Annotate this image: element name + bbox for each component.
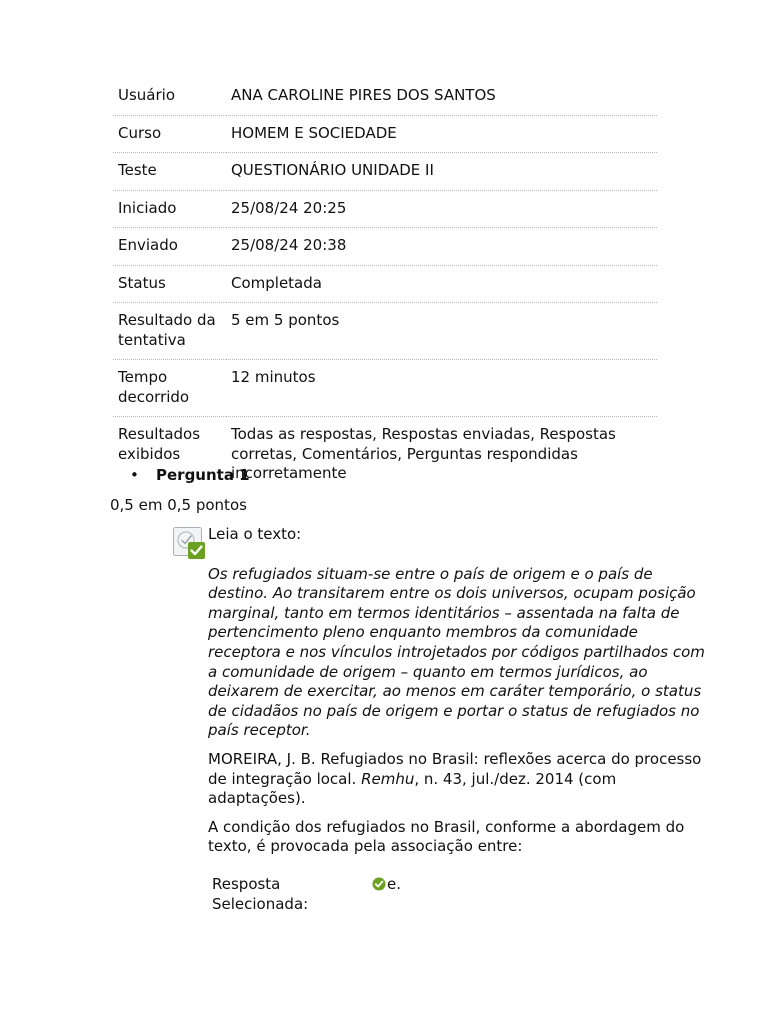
reference-details: , n. 43, jul./dez. 2014 (com adaptações). — [208, 769, 617, 808]
question-reference — [208, 750, 708, 809]
question-title: Pergunta 1 — [156, 466, 250, 484]
summary-label: Tempo decorrido — [113, 360, 226, 417]
summary-label: Resultado da tentativa — [113, 303, 226, 360]
summary-label: Enviado — [113, 228, 226, 266]
summary-label: Curso — [113, 115, 226, 153]
question-prompt: A condição dos refugiados no Brasil, conforme a abordagem do texto, é provocada pela associação entre: — [208, 817, 685, 856]
reference-journal: Remhu — [361, 769, 415, 788]
summary-value: HOMEM E SOCIEDADE — [226, 115, 657, 153]
reference-text: MOREIRA, J. B. Refugiados no Brasil: reflexões acerca do processo de integração local. — [208, 749, 702, 788]
question-heading — [130, 465, 250, 485]
summary-value: 5 em 5 pontos — [226, 303, 657, 360]
summary-label: Iniciado — [113, 190, 226, 228]
summary-label: Usuário — [113, 78, 226, 115]
question-quote — [208, 565, 708, 741]
summary-value: ANA CAROLINE PIRES DOS SANTOS — [226, 78, 657, 115]
selected-answer-cell — [368, 875, 405, 914]
question-points: 0,5 em 0,5 pontos — [110, 496, 247, 514]
answer-table — [208, 875, 405, 914]
summary-value: QUESTIONÁRIO UNIDADE II — [226, 153, 657, 191]
summary-row-user — [113, 78, 657, 115]
summary-row-status — [113, 265, 657, 303]
summary-value: Todas as respostas, Respostas enviadas, Respostas corretas, Comentários, Perguntas respondidas incorretamente — [231, 425, 616, 482]
selected-answer-label: Resposta Selecionada: — [212, 875, 309, 913]
summary-row-submitted — [113, 228, 657, 266]
selected-answer-value: e. — [387, 875, 401, 893]
list-bullet: • — [130, 466, 139, 484]
summary-value: 12 minutos — [226, 360, 657, 417]
summary-label: Teste — [113, 153, 226, 191]
check-icon — [372, 877, 386, 891]
summary-row-course — [113, 115, 657, 153]
summary-label: Status — [113, 265, 226, 303]
summary-value: Completada — [226, 265, 657, 303]
attempt-summary-table — [113, 78, 657, 484]
summary-label: Resultados exibidos — [118, 425, 201, 463]
question-intro: Leia o texto: — [208, 525, 302, 543]
correct-answer-icon — [172, 526, 206, 560]
quote-text: Os refugiados situam-se entre o país de origem e o país de destino. Ao transitarem entre os dois universos, ocupam posição marginal, tanto em termos identitários – assentada na falta de pertencimento pleno enquanto membros da comunidade receptora e nos vínculos introjetados por códigos partilhados com a comunidade de origem – quanto em termos jurídicos, ao deixarem de exercitar, ao menos em caráter temporário, o status de cidadãos no país de origem e portar o status de refugiados no país receptor. — [208, 564, 705, 740]
summary-row-result — [113, 303, 657, 360]
question-body — [208, 525, 708, 866]
summary-value: 25/08/24 20:25 — [226, 190, 657, 228]
summary-row-started — [113, 190, 657, 228]
summary-row-elapsed — [113, 360, 657, 417]
summary-value: 25/08/24 20:38 — [226, 228, 657, 266]
selected-answer-row — [208, 875, 405, 914]
summary-row-test — [113, 153, 657, 191]
